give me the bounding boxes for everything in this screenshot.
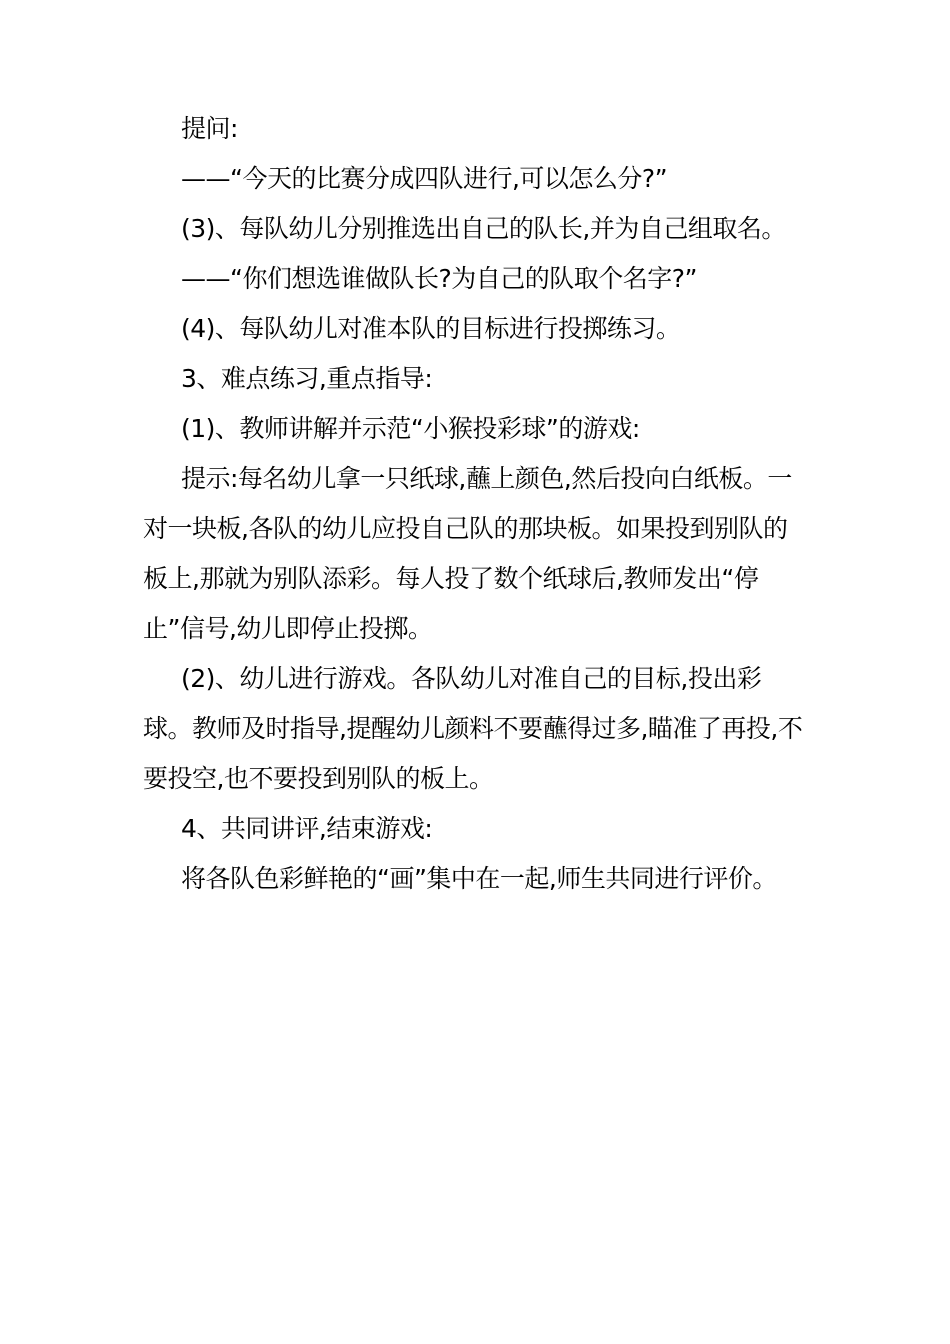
paragraph-section-3-heading: 3、难点练习,重点指导:	[181, 364, 433, 393]
paragraph-section-4-heading: 4、共同讲评,结束游戏:	[181, 814, 433, 843]
paragraph-evaluation: 将各队色彩鲜艳的“画”集中在一起,师生共同进行评价。	[181, 864, 777, 893]
paragraph-tips: 提示:每名幼儿拿一只纸球,蘸上颜色,然后投向白纸板。一对一块板,各队的幼儿应投自己队的那块板。如果投到别队的板上,那就为别队添彩。每人投了数个纸球后,教师发出“停止”信号,幼儿即停止投掷。	[143, 464, 792, 643]
paragraph-step-4: (4)、每队幼儿对准本队的目标进行投掷练习。	[181, 314, 681, 343]
paragraph-step-3: (3)、每队幼儿分别推选出自己的队长,并为自己组取名。	[181, 214, 786, 243]
paragraph-step-2-game: (2)、幼儿进行游戏。各队幼儿对准自己的目标,投出彩球。教师及时指导,提醒幼儿颜料不要蘸得过多,瞄准了再投,不要投空,也不要投到别队的板上。	[143, 664, 803, 793]
document-body	[143, 104, 808, 904]
paragraph-question-prompt: 提问:	[181, 114, 238, 143]
paragraph-step-1-demo: (1)、教师讲解并示范“小猴投彩球”的游戏:	[181, 414, 640, 443]
paragraph-question-teams: ——“今天的比赛分成四队进行,可以怎么分?”	[181, 164, 668, 193]
paragraph-question-captain: ——“你们想选谁做队长?为自己的队取个名字?”	[181, 264, 697, 293]
